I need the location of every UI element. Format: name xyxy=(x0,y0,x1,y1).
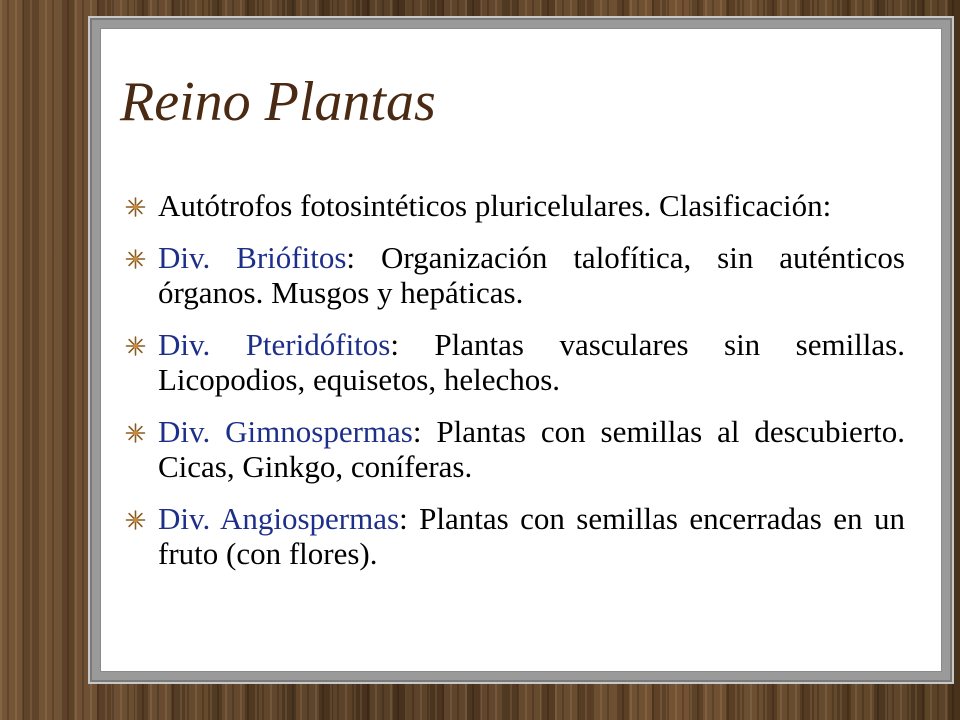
sunburst-bullet-icon xyxy=(125,510,146,530)
bullet-text: : Plantas con semillas encerradas en un fruto (con flores). xyxy=(158,501,905,571)
bullet-term: Div. Pteridófitos xyxy=(158,327,391,362)
bullet-text: : Organización talofítica, sin auténticos órganos. Musgos y hepáticas. xyxy=(158,240,905,310)
bullet-item xyxy=(125,501,905,571)
bullet-term: Div. Briófitos xyxy=(158,240,347,275)
sunburst-bullet-icon xyxy=(125,197,146,217)
bullet-item xyxy=(125,240,905,310)
sunburst-bullet-icon xyxy=(125,249,146,269)
bullet-item xyxy=(125,188,905,223)
bullet-term: Div. Angiospermas xyxy=(158,501,400,536)
sunburst-bullet-icon xyxy=(125,336,146,356)
bullet-item xyxy=(125,414,905,484)
bullet-list xyxy=(125,188,905,588)
bullet-term: Div. Gimnospermas xyxy=(158,414,413,449)
bullet-item xyxy=(125,327,905,397)
sunburst-bullet-icon xyxy=(125,423,146,443)
bullet-text: Autótrofos fotosintéticos pluricelulares. Clasificación: xyxy=(158,188,832,223)
slide-title: Reino Plantas xyxy=(120,71,436,133)
bullet-text: : Plantas vasculares sin semillas. Licopodios, equisetos, helechos. xyxy=(158,327,905,397)
bullet-text: : Plantas con semillas al descubierto. Cicas, Ginkgo, coníferas. xyxy=(158,414,905,484)
